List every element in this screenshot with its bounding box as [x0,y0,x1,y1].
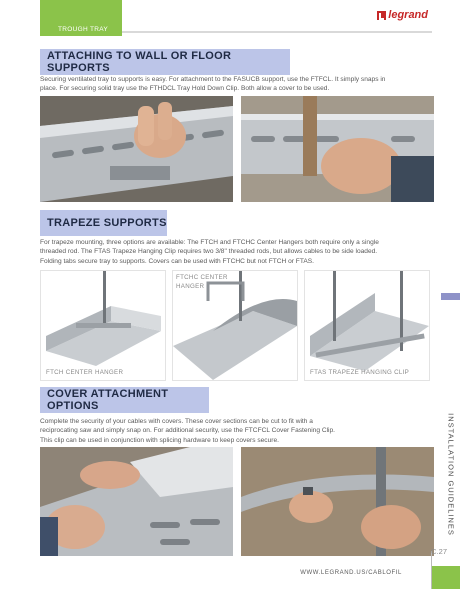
footer-url-link[interactable]: WWW.LEGRAND.US/CABLOFIL [300,570,402,576]
caption-ftchc: FTCHC CENTER HANGER [176,274,228,290]
photo-cover-cut [40,447,233,556]
section-text-cover: Complete the security of your cables with covers. These cover sections can be cut to fit with a reciprocating saw and simply snap on. For additional security, use the FTCFCL Cover Fastening Clip. This clip can be used in conjunction with splicing hardware to keep covers secure. [40,418,336,444]
section-text-wall-floor: Securing ventilated tray to supports is easy. For attachment to the FASUCB support, use the FTFCL. It simply snaps in place. For securing solid tray use the FTHDCL Tray Hold Down Clip. Both allow a cover to be used. [40,76,386,93]
legrand-logo[interactable] [377,9,428,21]
section-title-trapeze: TRAPEZE SUPPORTS [40,210,167,236]
section-tab-label: TROUGH TRAY [58,26,109,33]
photo-cover-clip [241,447,434,556]
photo-ftch-center-hanger [40,270,166,381]
section-tab [40,0,122,36]
photo-wall-attach-left [40,96,233,202]
photo-wall-attach-right [241,96,434,202]
footer-green-block [432,566,460,589]
header-rule [122,31,432,33]
caption-ftch: FTCH CENTER HANGER [46,369,124,376]
caption-ftas: FTAS TRAPEZE HANGING CLIP [310,369,410,376]
side-label-installation: INSTALLATION GUIDELINES [446,413,456,536]
logo-text: legrand [388,9,428,21]
section-text-trapeze: For trapeze mounting, three options are available: The FTCH and FTCHC Center Hangers both require only a single threaded rod. The FTAS Trapeze Hanging Clip requires two 3/8" threaded rods, but allows cables to be side loaded. Folding tabs secure tray to supports. Covers can be used with FTCHC but not FTCH or FTAS. [40,239,379,265]
section-title-wall-floor: ATTACHING TO WALL OR FLOOR SUPPORTS [40,49,290,75]
section-title-cover: COVER ATTACHMENT OPTIONS [40,387,209,413]
legrand-mark-icon [377,11,386,20]
page-number: C.27 [431,547,447,556]
photo-ftas-trapeze-clip [304,270,430,381]
side-tab-marker [441,293,460,300]
